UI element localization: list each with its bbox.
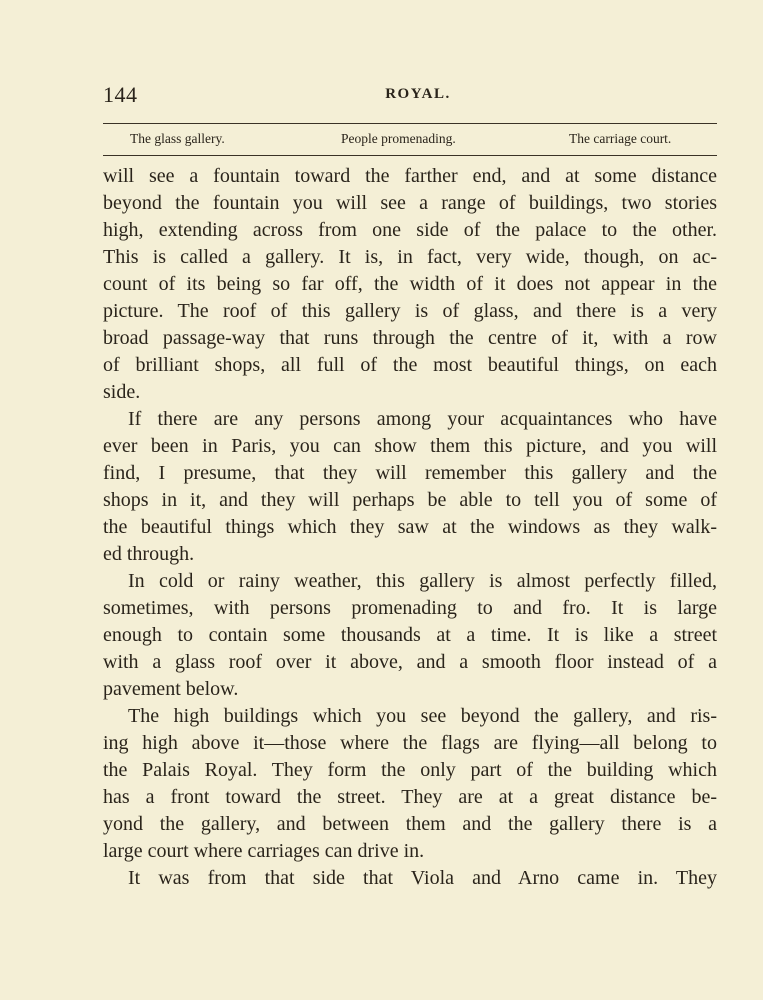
text-line: the Palais Royal. They form the only part of the building which	[103, 759, 717, 781]
text-line: yond the gallery, and between them and the gallery there is a	[103, 813, 717, 835]
text-line: broad passage-way that runs through the centre of it, with a row	[103, 327, 717, 349]
text-line: with a glass roof over it above, and a smooth floor instead of a	[103, 651, 717, 673]
text-line: sometimes, with persons promenading to and fro. It is large	[103, 597, 717, 619]
text-line: the beautiful things which they saw at the windows as they walk-	[103, 516, 717, 538]
text-line: count of its being so far off, the width of it does not appear in the	[103, 273, 717, 295]
page-number: 144	[103, 82, 138, 107]
text-line: beyond the fountain you will see a range of buildings, two stories	[103, 192, 717, 214]
page-header	[103, 80, 717, 110]
caption-carriage-court: The carriage court.	[569, 131, 672, 146]
text-line: high, extending across from one side of the palace to the other.	[103, 219, 717, 241]
caption-glass-gallery: The glass gallery.	[130, 131, 225, 146]
text-line: ever been in Paris, you can show them this picture, and you will	[103, 435, 717, 457]
running-head: ROYAL.	[385, 86, 451, 102]
text-line: The high buildings which you see beyond the gallery, and ris-	[128, 705, 717, 727]
text-line: of brilliant shops, all full of the most beautiful things, on each	[103, 354, 717, 376]
text-line: picture. The roof of this gallery is of glass, and there is a very	[103, 300, 717, 322]
text-line: pavement below.	[103, 678, 239, 700]
text-line: large court where carriages can drive in.	[103, 840, 425, 862]
text-line: ing high above it—those where the flags are flying—all belong to	[103, 732, 717, 754]
text-line: will see a fountain toward the farther end, and at some distance	[103, 165, 717, 187]
body-text	[103, 163, 717, 892]
caption-bottom-rule	[103, 155, 717, 156]
text-line: If there are any persons among your acquaintances who have	[128, 408, 717, 430]
text-line: find, I presume, that they will remember this gallery and the	[103, 462, 717, 484]
text-line: ed through.	[103, 543, 195, 565]
text-line: side.	[103, 381, 141, 403]
text-line: shops in it, and they will perhaps be able to tell you of some of	[103, 489, 717, 511]
illustration-captions	[103, 131, 717, 151]
text-line: In cold or rainy weather, this gallery is almost perfectly filled,	[128, 570, 717, 592]
caption-people-promenading: People promenading.	[341, 131, 456, 146]
text-line: It was from that side that Viola and Arno came in. They	[128, 867, 717, 889]
caption-top-rule	[103, 123, 717, 124]
text-line: enough to contain some thousands at a time. It is like a street	[103, 624, 717, 646]
text-line: This is called a gallery. It is, in fact, very wide, though, on ac-	[103, 246, 717, 268]
text-line: has a front toward the street. They are at a great distance be-	[103, 786, 717, 808]
